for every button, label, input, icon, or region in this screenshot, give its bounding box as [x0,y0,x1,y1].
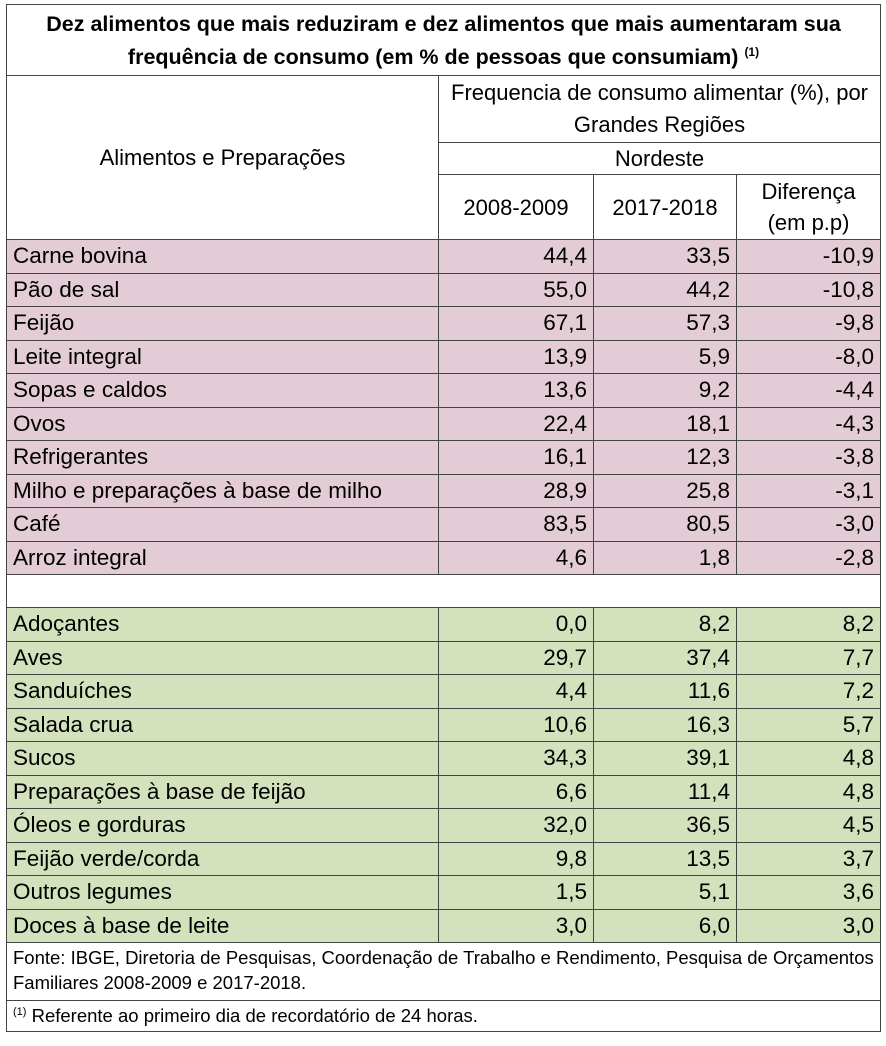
value-2017-2018-cell: 9,2 [594,374,737,408]
section-spacer-cell [7,575,881,608]
value-2008-2009-cell: 16,1 [439,441,594,475]
footnote-text: Referente ao primeiro dia de recordatório de 24 horas. [26,1005,478,1026]
food-name-cell: Doces à base de leite [7,909,439,943]
value-2008-2009-cell: 13,6 [439,374,594,408]
value-2017-2018-cell: 6,0 [594,909,737,943]
difference-cell: 4,8 [737,742,881,776]
value-2017-2018-cell: 1,8 [594,541,737,575]
food-name-cell: Leite integral [7,340,439,374]
table-row [7,441,881,475]
food-name-cell: Feijão verde/corda [7,842,439,876]
table-row [7,240,881,274]
table-row [7,842,881,876]
difference-cell: -3,0 [737,508,881,542]
difference-cell: -4,3 [737,407,881,441]
food-name-cell: Sucos [7,742,439,776]
table-row [7,273,881,307]
value-2017-2018-cell: 8,2 [594,608,737,642]
value-2008-2009-cell: 13,9 [439,340,594,374]
value-2017-2018-cell: 25,8 [594,474,737,508]
food-frequency-table-container [6,4,880,1032]
table-row [7,307,881,341]
table-row [7,775,881,809]
value-2017-2018-cell: 12,3 [594,441,737,475]
increased-foods-section [7,608,881,943]
column-header-2008-2009: 2008-2009 [439,175,594,240]
table-row [7,474,881,508]
difference-cell: -8,0 [737,340,881,374]
source-note: Fonte: IBGE, Diretoria de Pesquisas, Coordenação de Trabalho e Rendimento, Pesquisa de Orçamentos Familiares 2008-2009 e 2017-2018. [7,943,881,1001]
value-2008-2009-cell: 29,7 [439,641,594,675]
table-title [7,5,881,76]
difference-cell: -10,9 [737,240,881,274]
table-row [7,407,881,441]
difference-cell: -3,8 [737,441,881,475]
table-title-text: Dez alimentos que mais reduziram e dez alimentos que mais aumentaram sua frequência de consumo (em % de pessoas que consumiam) [46,11,841,69]
food-name-cell: Arroz integral [7,541,439,575]
value-2017-2018-cell: 39,1 [594,742,737,776]
title-footnote-mark: (1) [744,44,760,59]
food-name-cell: Óleos e gorduras [7,809,439,843]
table-row [7,508,881,542]
value-2017-2018-cell: 80,5 [594,508,737,542]
food-name-cell: Café [7,508,439,542]
value-2008-2009-cell: 0,0 [439,608,594,642]
value-2017-2018-cell: 11,4 [594,775,737,809]
value-2008-2009-cell: 32,0 [439,809,594,843]
table-row [7,374,881,408]
table-row [7,742,881,776]
food-name-cell: Aves [7,641,439,675]
value-2017-2018-cell: 5,9 [594,340,737,374]
food-name-cell: Ovos [7,407,439,441]
footnote-mark: (1) [13,1006,27,1018]
food-name-cell: Outros legumes [7,876,439,910]
value-2008-2009-cell: 55,0 [439,273,594,307]
value-2008-2009-cell: 44,4 [439,240,594,274]
table-row [7,675,881,709]
value-2017-2018-cell: 18,1 [594,407,737,441]
difference-cell: 4,5 [737,809,881,843]
value-2017-2018-cell: 36,5 [594,809,737,843]
food-name-cell: Milho e preparações à base de milho [7,474,439,508]
table-row [7,708,881,742]
value-2008-2009-cell: 9,8 [439,842,594,876]
difference-cell: -10,8 [737,273,881,307]
food-name-cell: Sanduíches [7,675,439,709]
value-2008-2009-cell: 4,4 [439,675,594,709]
difference-cell: -4,4 [737,374,881,408]
value-2008-2009-cell: 1,5 [439,876,594,910]
difference-cell: -2,8 [737,541,881,575]
value-2017-2018-cell: 37,4 [594,641,737,675]
difference-cell: 8,2 [737,608,881,642]
value-2017-2018-cell: 16,3 [594,708,737,742]
food-name-cell: Sopas e caldos [7,374,439,408]
table-row [7,809,881,843]
difference-cell: 7,7 [737,641,881,675]
table-row [7,641,881,675]
food-name-cell: Carne bovina [7,240,439,274]
decreased-foods-section [7,240,881,575]
table-row [7,541,881,575]
footnote [7,1001,881,1032]
value-2008-2009-cell: 34,3 [439,742,594,776]
value-2017-2018-cell: 13,5 [594,842,737,876]
value-2017-2018-cell: 5,1 [594,876,737,910]
value-2008-2009-cell: 67,1 [439,307,594,341]
difference-cell: 7,2 [737,675,881,709]
food-name-cell: Adoçantes [7,608,439,642]
value-2008-2009-cell: 10,6 [439,708,594,742]
value-2017-2018-cell: 11,6 [594,675,737,709]
table-row [7,909,881,943]
food-name-cell: Refrigerantes [7,441,439,475]
value-2008-2009-cell: 22,4 [439,407,594,441]
value-2008-2009-cell: 3,0 [439,909,594,943]
table-row [7,876,881,910]
difference-cell: 3,0 [737,909,881,943]
food-name-cell: Pão de sal [7,273,439,307]
value-2017-2018-cell: 33,5 [594,240,737,274]
food-frequency-table [6,4,881,1032]
column-group-header: Frequencia de consumo alimentar (%), por Grandes Regiões [439,76,881,143]
region-header: Nordeste [439,143,881,175]
row-header-label: Alimentos e Preparações [7,76,439,240]
value-2008-2009-cell: 4,6 [439,541,594,575]
difference-cell: 4,8 [737,775,881,809]
value-2017-2018-cell: 44,2 [594,273,737,307]
difference-cell: -3,1 [737,474,881,508]
difference-cell: 3,7 [737,842,881,876]
difference-cell: 5,7 [737,708,881,742]
value-2008-2009-cell: 28,9 [439,474,594,508]
value-2008-2009-cell: 6,6 [439,775,594,809]
difference-cell: -9,8 [737,307,881,341]
table-row [7,340,881,374]
food-name-cell: Salada crua [7,708,439,742]
difference-cell: 3,6 [737,876,881,910]
value-2017-2018-cell: 57,3 [594,307,737,341]
food-name-cell: Preparações à base de feijão [7,775,439,809]
section-spacer-row [7,575,881,608]
value-2008-2009-cell: 83,5 [439,508,594,542]
column-header-difference: Diferença (em p.p) [737,175,881,240]
column-header-2017-2018: 2017-2018 [594,175,737,240]
food-name-cell: Feijão [7,307,439,341]
table-row [7,608,881,642]
